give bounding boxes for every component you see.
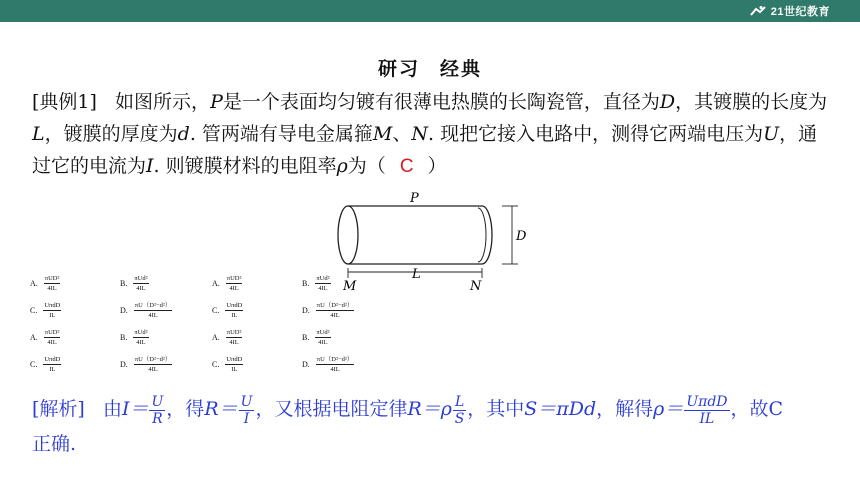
analysis-text: 由: [102, 398, 122, 420]
option-fraction: [134, 355, 172, 374]
numerator: U: [240, 393, 253, 410]
option-item: [302, 301, 354, 320]
stem-text: ，其镀膜的长度为: [675, 91, 828, 113]
analysis-text: 正确.: [32, 432, 77, 455]
denominator: IL: [231, 366, 238, 373]
numerator: UπdD: [686, 393, 728, 410]
option-fraction: [226, 274, 243, 293]
option-item: [212, 355, 243, 374]
option-fraction: [44, 274, 61, 293]
numerator: πUD²: [226, 275, 242, 282]
option-letter: C.: [30, 360, 38, 369]
option-item: [212, 301, 243, 320]
option-row: [30, 355, 410, 379]
option-letter: C.: [30, 306, 38, 315]
var-I: I: [146, 155, 154, 177]
denominator: 4IL: [47, 339, 57, 346]
option-letter: D.: [302, 306, 310, 315]
option-fraction: [225, 301, 243, 320]
var-N: N: [411, 123, 429, 145]
option-fraction: [226, 328, 243, 347]
option-letter: D.: [302, 360, 310, 369]
fraction: [239, 394, 255, 427]
option-fraction: [315, 328, 330, 347]
var-P: P: [210, 91, 223, 113]
denominator: IL: [699, 410, 715, 427]
option-item: [30, 355, 61, 374]
analysis-text: ，解得: [596, 398, 654, 420]
denominator: 4IL: [136, 285, 146, 292]
option-item: [30, 328, 60, 347]
option-letter: B.: [302, 333, 310, 342]
option-fraction: [225, 355, 243, 374]
option-letter: D.: [120, 360, 128, 369]
denominator: 4IL: [148, 312, 158, 319]
option-item: [302, 355, 354, 374]
stem-text: . 现把它接入电路中，测得它两端电压为: [428, 123, 764, 145]
fraction: [149, 394, 165, 427]
numerator: πUD²: [226, 329, 242, 336]
cylinder-shape: [338, 206, 492, 264]
numerator: πUD²: [44, 329, 60, 336]
option-item: [30, 274, 60, 293]
option-fraction: [316, 301, 354, 320]
analysis-label: [解析]: [32, 398, 85, 420]
numerator: πU（D²−d²）: [316, 302, 354, 309]
option-letter: B.: [120, 279, 128, 288]
stem-text: 如图所示，: [115, 91, 211, 113]
analysis-block: [32, 392, 842, 461]
option-fraction: [133, 328, 148, 347]
option-fraction: [316, 355, 354, 374]
label-L: L: [412, 267, 421, 282]
option-fraction: [44, 328, 61, 347]
label-P: P: [410, 191, 419, 206]
var-L: L: [32, 123, 45, 145]
option-letter: A.: [30, 333, 38, 342]
denominator: IL: [49, 366, 56, 373]
stem-text: ，通过它的电流为: [32, 123, 818, 177]
option-row: [30, 274, 410, 298]
numerator: UπdD: [226, 302, 243, 309]
equation-part: I＝: [121, 398, 149, 420]
stem-text: 、: [392, 123, 412, 145]
title-part-1: 研习: [377, 58, 420, 80]
equation-part: R＝ρ: [407, 398, 452, 420]
option-item: [120, 355, 172, 374]
var-D: D: [659, 91, 676, 113]
denominator: 4IL: [148, 366, 158, 373]
brand-logo: [749, 3, 830, 19]
denominator: R: [152, 410, 163, 427]
denominator: S: [454, 410, 465, 427]
header-bar: [0, 0, 860, 22]
problem-stem: [32, 86, 832, 183]
stem-text: 为（: [347, 155, 386, 177]
problem-label: [典例1]: [32, 91, 97, 113]
numerator: U: [151, 393, 164, 410]
fraction: [684, 394, 729, 427]
option-item: [212, 274, 242, 293]
label-D: D: [516, 229, 527, 244]
denominator: 4IL: [318, 339, 328, 346]
runner-icon: [749, 5, 767, 17]
var-d: d: [177, 123, 190, 145]
option-fraction: [43, 355, 61, 374]
stem-text: . 管两端有导电金属箍: [189, 123, 373, 145]
option-letter: B.: [302, 279, 310, 288]
answer-choice: C: [399, 156, 414, 177]
denominator: I: [243, 410, 250, 427]
denominator: 4IL: [318, 285, 328, 292]
option-letter: D.: [120, 306, 128, 315]
option-fraction: [133, 274, 148, 293]
option-row: [30, 328, 410, 352]
numerator: πU（D²−d²）: [134, 302, 172, 309]
denominator: IL: [231, 312, 238, 319]
equation-part: R＝: [204, 398, 238, 420]
label-M: M: [343, 279, 357, 294]
numerator: UπdD: [44, 356, 61, 363]
option-item: [120, 328, 149, 347]
stem-text: . 则镀膜材料的电阻率: [153, 155, 337, 177]
option-fraction: [315, 274, 330, 293]
numerator: πU（D²−d²）: [316, 356, 354, 363]
option-item: [120, 301, 172, 320]
numerator: πU（D²−d²）: [134, 356, 172, 363]
option-item: [212, 328, 242, 347]
numerator: πUd²: [316, 275, 330, 282]
numerator: UπdD: [226, 356, 243, 363]
logo-text: 21世纪教育: [770, 6, 830, 18]
stem-text: 是一个表面均匀镀有很薄电热膜的长陶瓷管，直径为: [222, 91, 660, 113]
analysis-text: ，其中: [467, 398, 525, 420]
section-title: [0, 54, 860, 81]
numerator: πUd²: [134, 329, 148, 336]
denominator: 4IL: [229, 285, 239, 292]
numerator: L: [454, 393, 465, 410]
denominator: IL: [49, 312, 56, 319]
option-letter: A.: [212, 333, 220, 342]
option-fraction: [43, 301, 61, 320]
denominator: 4IL: [47, 285, 57, 292]
analysis-text: ，故C: [730, 398, 784, 420]
equation-part: S＝πDd: [524, 398, 597, 420]
option-item: [30, 301, 61, 320]
option-item: [120, 274, 149, 293]
stem-text: ）: [427, 155, 447, 177]
title-part-2: 经典: [440, 58, 483, 80]
analysis-text: ，又根据电阻定律: [255, 398, 408, 420]
option-letter: C.: [212, 306, 220, 315]
numerator: πUd²: [134, 275, 148, 282]
var-M: M: [372, 123, 393, 145]
denominator: 4IL: [229, 339, 239, 346]
stem-text: ，镀膜的厚度为: [44, 123, 178, 145]
analysis-text: ，得: [166, 398, 205, 420]
numerator: πUd²: [316, 329, 330, 336]
var-U: U: [763, 123, 780, 145]
option-item: [302, 274, 331, 293]
denominator: 4IL: [330, 366, 340, 373]
option-letter: A.: [30, 279, 38, 288]
var-rho: ρ: [336, 155, 348, 177]
option-item: [302, 328, 331, 347]
denominator: 4IL: [330, 312, 340, 319]
option-row: [30, 301, 410, 325]
option-letter: A.: [212, 279, 220, 288]
option-fraction: [134, 301, 172, 320]
equation-part: ρ＝: [653, 398, 684, 420]
numerator: UπdD: [44, 302, 61, 309]
label-N: N: [470, 279, 482, 294]
numerator: πUD²: [44, 275, 60, 282]
option-letter: C.: [212, 360, 220, 369]
denominator: 4IL: [136, 339, 146, 346]
fraction: [453, 394, 466, 427]
option-letter: B.: [120, 333, 128, 342]
